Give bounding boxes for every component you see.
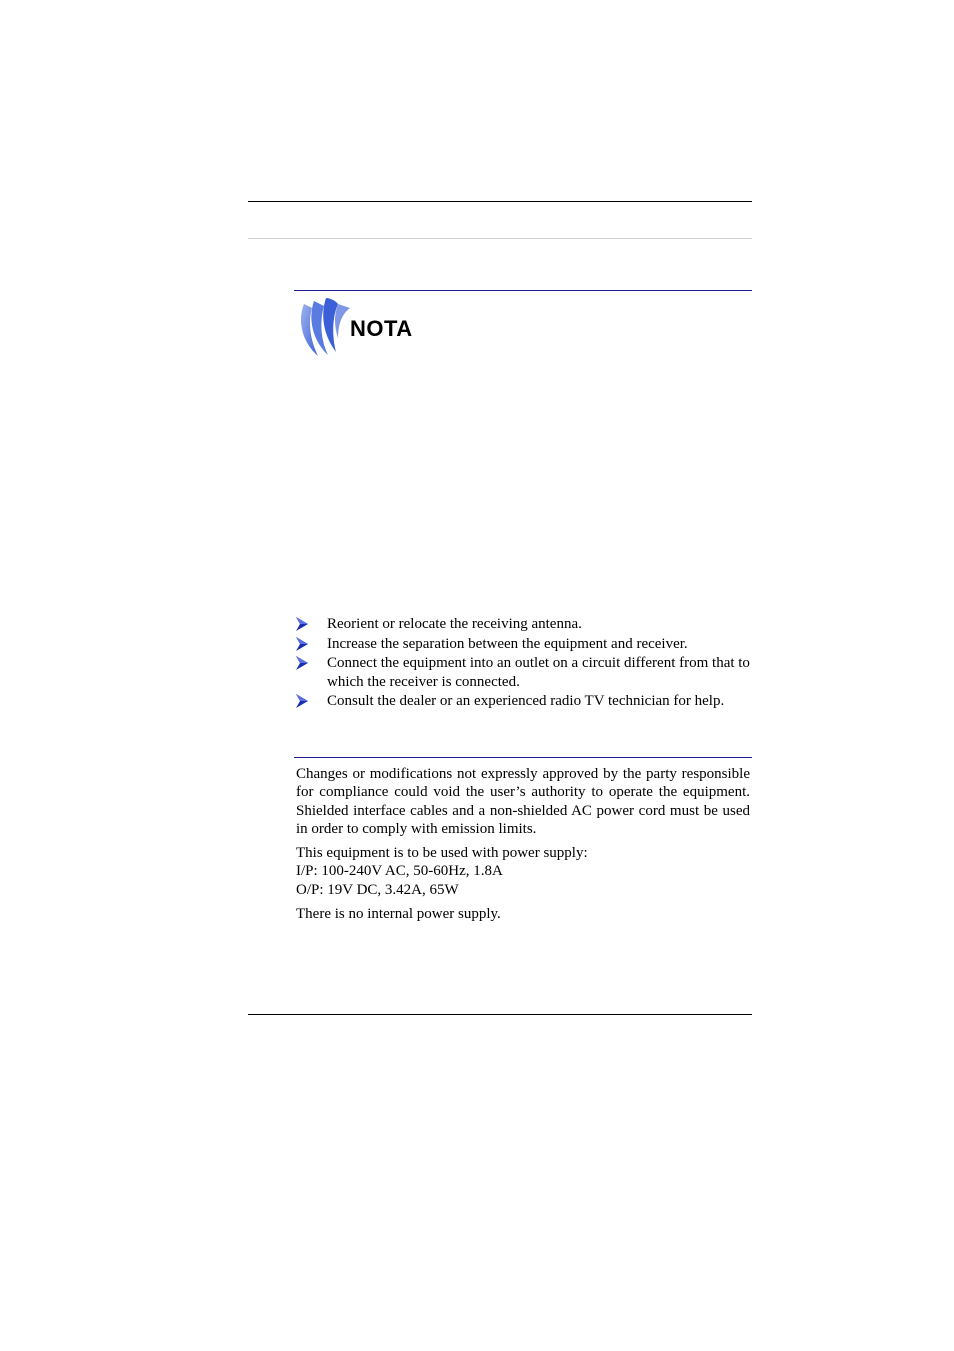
arrowhead-bullet-icon [295,616,309,632]
list-item [295,635,750,654]
note-top-rule [294,290,752,291]
internal-power-note: There is no internal power supply. [296,906,501,923]
arrowhead-bullet-icon [295,693,309,709]
list-item [295,654,750,691]
modification-warning: Changes or modifications not expressly approved by the party responsible for compliance could void the user’s authority to operate the equipment. Shielded interface cables and a non-shielded AC power cord must be used in order to comply with emission limits. [296,766,750,837]
header-sub-rule [248,238,752,239]
footer-rule [248,1014,752,1015]
input-spec: I/P: 100-240V AC, 50-60Hz, 1.8A [296,863,503,880]
bullet-text: Reorient or relocate the receiving antenna. [327,616,582,632]
bullet-text: Increase the separation between the equipment and receiver. [327,635,688,652]
nota-wave-icon [296,296,356,358]
list-item [295,692,750,711]
power-supply-intro: This equipment is to be used with power supply: [296,845,588,862]
arrowhead-bullet-icon [295,655,309,671]
note-label: NOTA [350,316,413,341]
header-rule [248,201,752,202]
interference-measures-list [295,615,750,712]
power-supply-block [296,844,750,899]
compliance-section [296,765,750,929]
arrowhead-bullet-icon [295,636,309,652]
bullet-text: Connect the equipment into an outlet on a circuit different from that to which the receiver is connected. [327,655,750,690]
note-bottom-rule [294,757,752,758]
list-item [295,615,750,634]
bullet-text: Consult the dealer or an experienced radio TV technician for help. [327,693,725,709]
output-spec: O/P: 19V DC, 3.42A, 65W [296,881,459,898]
